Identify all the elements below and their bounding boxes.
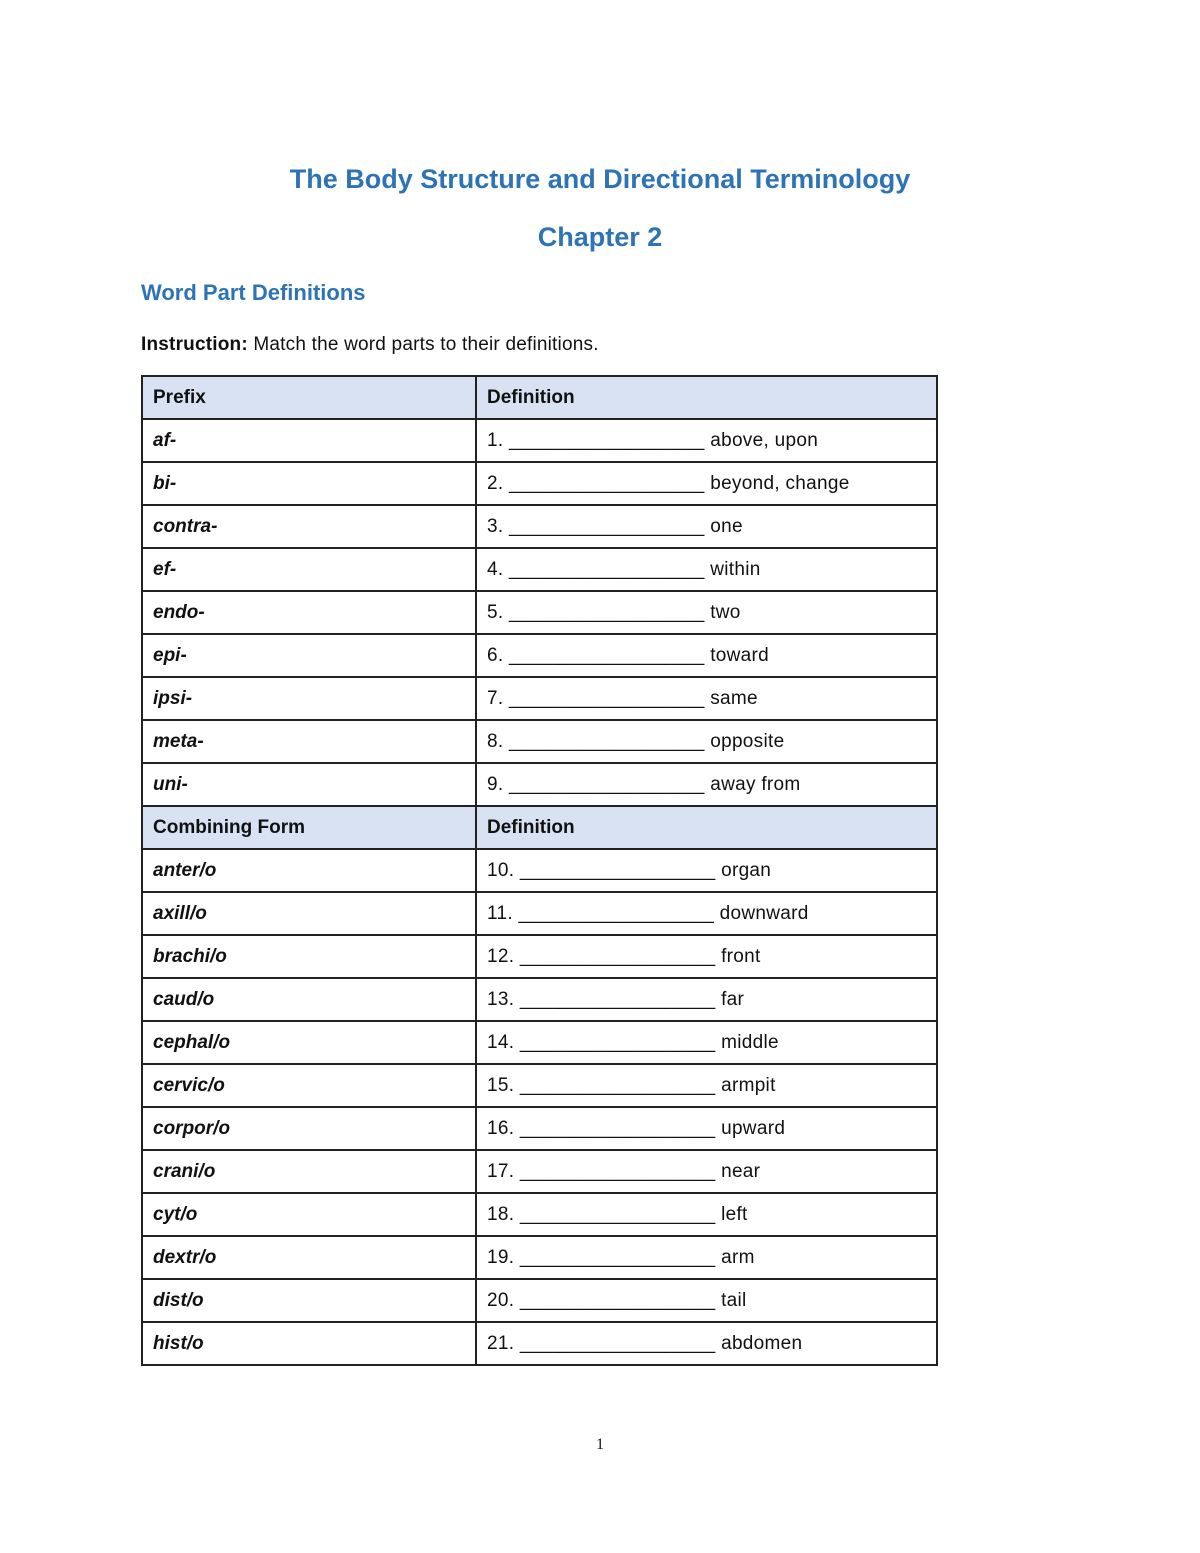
chapter-heading: Chapter 2	[537, 222, 663, 252]
table-row	[142, 978, 937, 1021]
definition-blank: 19. __________________ arm	[476, 1236, 937, 1279]
word-part-term: cephal/o	[142, 1021, 476, 1064]
definition-blank: 1. __________________ above, upon	[476, 419, 937, 462]
instruction-text: Match the word parts to their definitions.	[247, 334, 599, 355]
table-row	[142, 935, 937, 978]
document-title: The Body Structure and Directional Terminology	[289, 164, 911, 194]
word-part-term: endo-	[142, 591, 476, 634]
definition-blank: 13. __________________ far	[476, 978, 937, 1021]
word-part-term: brachi/o	[142, 935, 476, 978]
definition-blank: 3. __________________ one	[476, 505, 937, 548]
word-part-term: bi-	[142, 462, 476, 505]
word-part-term: meta-	[142, 720, 476, 763]
definition-blank: 6. __________________ toward	[476, 634, 937, 677]
word-part-term: dist/o	[142, 1279, 476, 1322]
definition-blank: 20. __________________ tail	[476, 1279, 937, 1322]
table-row	[142, 1193, 937, 1236]
table-row	[142, 677, 937, 720]
table-row	[142, 1150, 937, 1193]
definition-blank: 10. __________________ organ	[476, 849, 937, 892]
column-header-definition: Definition	[476, 376, 937, 419]
word-part-term: contra-	[142, 505, 476, 548]
table-row	[142, 505, 937, 548]
combining-form-header-row	[142, 806, 937, 849]
column-header-term: Prefix	[142, 376, 476, 419]
word-part-term: af-	[142, 419, 476, 462]
word-part-term: hist/o	[142, 1322, 476, 1365]
table-row	[142, 1064, 937, 1107]
word-part-term: corpor/o	[142, 1107, 476, 1150]
word-part-term: epi-	[142, 634, 476, 677]
section-heading: Word Part Definitions	[141, 280, 366, 305]
table-row	[142, 1322, 937, 1365]
table-row	[142, 591, 937, 634]
definition-blank: 7. __________________ same	[476, 677, 937, 720]
definition-blank: 17. __________________ near	[476, 1150, 937, 1193]
table-row	[142, 634, 937, 677]
table-row	[142, 1107, 937, 1150]
definition-blank: 14. __________________ middle	[476, 1021, 937, 1064]
definition-blank: 21. __________________ abdomen	[476, 1322, 937, 1365]
definition-blank: 11. __________________ downward	[476, 892, 937, 935]
word-part-term: axill/o	[142, 892, 476, 935]
table-row	[142, 892, 937, 935]
word-part-term: dextr/o	[142, 1236, 476, 1279]
word-part-table	[141, 375, 938, 1366]
column-header-term: Combining Form	[142, 806, 476, 849]
definition-blank: 8. __________________ opposite	[476, 720, 937, 763]
table-row	[142, 1279, 937, 1322]
column-header-definition: Definition	[476, 806, 937, 849]
definition-blank: 18. __________________ left	[476, 1193, 937, 1236]
table-row	[142, 462, 937, 505]
definition-blank: 4. __________________ within	[476, 548, 937, 591]
table-row	[142, 548, 937, 591]
table-row	[142, 1021, 937, 1064]
table-row	[142, 763, 937, 806]
prefix-header-row	[142, 376, 937, 419]
definition-blank: 2. __________________ beyond, change	[476, 462, 937, 505]
table-row	[142, 849, 937, 892]
definition-blank: 5. __________________ two	[476, 591, 937, 634]
table-row	[142, 720, 937, 763]
definition-blank: 16. __________________ upward	[476, 1107, 937, 1150]
word-part-table-body	[142, 376, 937, 1365]
table-row	[142, 1236, 937, 1279]
instruction-label: Instruction:	[141, 334, 248, 355]
page-number: 1	[596, 1436, 604, 1453]
word-part-term: ef-	[142, 548, 476, 591]
definition-blank: 15. __________________ armpit	[476, 1064, 937, 1107]
definition-blank: 12. __________________ front	[476, 935, 937, 978]
word-part-term: cervic/o	[142, 1064, 476, 1107]
word-part-term: caud/o	[142, 978, 476, 1021]
word-part-term: crani/o	[142, 1150, 476, 1193]
word-part-term: anter/o	[142, 849, 476, 892]
instruction-line	[141, 334, 599, 356]
word-part-term: uni-	[142, 763, 476, 806]
word-part-term: ipsi-	[142, 677, 476, 720]
table-row	[142, 419, 937, 462]
definition-blank: 9. __________________ away from	[476, 763, 937, 806]
word-part-term: cyt/o	[142, 1193, 476, 1236]
